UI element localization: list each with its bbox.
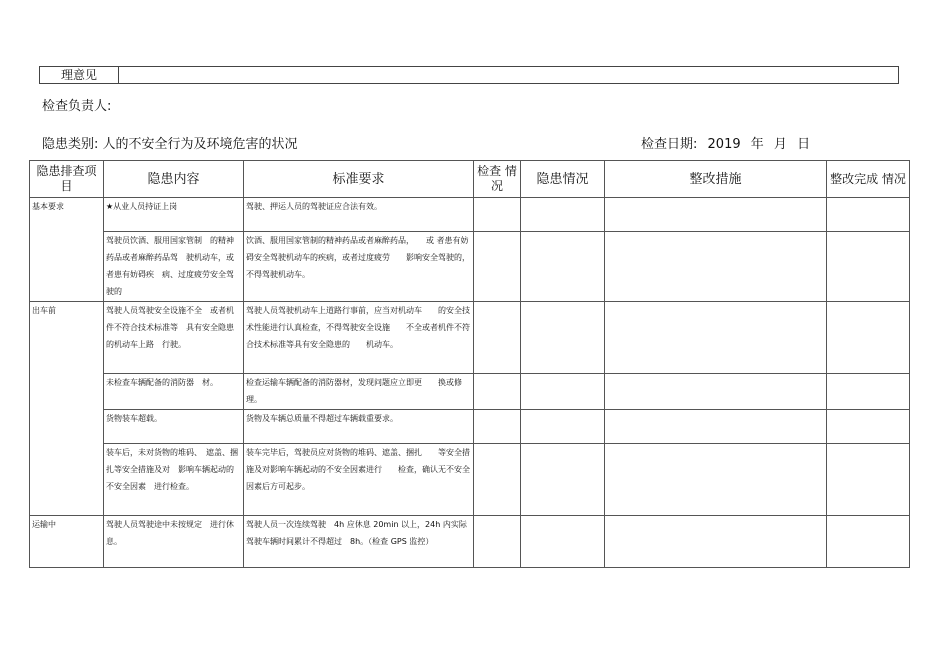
completion-cell[interactable]	[827, 232, 910, 302]
table-row	[30, 232, 910, 302]
check-cell[interactable]	[474, 516, 521, 568]
date-year: 2019	[707, 137, 741, 152]
category-cell: 基本要求	[30, 198, 104, 302]
date-day-unit: 日	[797, 137, 811, 152]
hazard-cell[interactable]	[521, 198, 605, 232]
check-cell[interactable]	[474, 302, 521, 374]
standard-cell: 检查运输车辆配备的消防器材，发现问题应立即更 换或修理。	[244, 374, 474, 410]
completion-cell[interactable]	[827, 198, 910, 232]
completion-cell[interactable]	[827, 302, 910, 374]
content-cell: 未检查车辆配备的消防器 材。	[104, 374, 244, 410]
col-check: 检查 情况	[474, 161, 521, 198]
completion-cell[interactable]	[827, 516, 910, 568]
top-strip-row	[39, 66, 899, 84]
hazard-cell[interactable]	[521, 410, 605, 444]
check-cell[interactable]	[474, 198, 521, 232]
date-month-unit: 月	[773, 137, 787, 152]
standard-cell: 驾驶人员一次连续驾驶 4h 应休息 20min 以上，24h 内实际驾驶车辆时间累计不得超过 8h。（检查 GPS 监控）	[244, 516, 474, 568]
col-content: 隐患内容	[104, 161, 244, 198]
inspection-table	[29, 160, 910, 568]
rectify-cell[interactable]	[605, 444, 827, 516]
inspection-date	[641, 133, 816, 152]
col-item: 隐患排查项目	[30, 161, 104, 198]
rectify-cell[interactable]	[605, 516, 827, 568]
opinion-value[interactable]	[119, 67, 898, 83]
content-cell: 货物装车超载。	[104, 410, 244, 444]
content-cell: 装车后，未对货物的堆码、 遮盖、捆扎等安全措施及对 影响车辆起动的不安全因素 进行检查。	[104, 444, 244, 516]
col-rectify: 整改措施	[605, 161, 827, 198]
hazard-cell[interactable]	[521, 516, 605, 568]
table-row	[30, 444, 910, 516]
date-label: 检查日期:	[641, 137, 698, 152]
table-row	[30, 374, 910, 410]
col-standard: 标准要求	[244, 161, 474, 198]
col-hazard: 隐患情况	[521, 161, 605, 198]
rectify-cell[interactable]	[605, 232, 827, 302]
check-cell[interactable]	[474, 232, 521, 302]
table-row	[30, 302, 910, 374]
category-cell: 运输中	[30, 516, 104, 568]
table-row	[30, 198, 910, 232]
rectify-cell[interactable]	[605, 410, 827, 444]
date-year-unit: 年	[750, 137, 764, 152]
check-cell[interactable]	[474, 410, 521, 444]
content-cell: ★从业人员持证上岗	[104, 198, 244, 232]
standard-cell: 装车完毕后，驾驶员应对货物的堆码、遮盖、捆扎 等安全措施及对影响车辆起动的不安全因素进行 检查，确认无不安全因素后方可起步。	[244, 444, 474, 516]
table-row	[30, 410, 910, 444]
rectify-cell[interactable]	[605, 374, 827, 410]
hazard-cell[interactable]	[521, 302, 605, 374]
completion-cell[interactable]	[827, 410, 910, 444]
hazard-cell[interactable]	[521, 374, 605, 410]
hazard-cell[interactable]	[521, 444, 605, 516]
table-header-row	[30, 161, 910, 198]
standard-cell: 驾驶、押运人员的驾驶证应合法有效。	[244, 198, 474, 232]
content-cell: 驾驶人员驾驶安全设施不全 或者机件不符合技术标准等 具有安全隐患的机动车上路 行驶。	[104, 302, 244, 374]
content-cell: 驾驶人员驾驶途中未按规定 进行休息。	[104, 516, 244, 568]
standard-cell: 驾驶人员驾驶机动车上道路行事前，应当对机动车 的安全技术性能进行认真检查，不得驾驶安全设施 不全或者机件不符合技术标准等具有安全隐患的 机动车。	[244, 302, 474, 374]
content-cell: 驾驶员饮酒、服用国家管制 的精神药品或者麻醉药品驾 驶机动车，或者患有妨碍疾 病、过度疲劳安全驾驶的	[104, 232, 244, 302]
opinion-label: 理意见	[40, 67, 119, 83]
standard-cell: 货物及车辆总质量不得超过车辆载重要求。	[244, 410, 474, 444]
col-completion: 整改完成 情况	[827, 161, 910, 198]
hazard-cell[interactable]	[521, 232, 605, 302]
hazard-category: 隐患类别: 人的不安全行为及环境危害的状况	[42, 137, 298, 152]
check-cell[interactable]	[474, 374, 521, 410]
completion-cell[interactable]	[827, 444, 910, 516]
rectify-cell[interactable]	[605, 302, 827, 374]
inspector-label: 检查负责人:	[42, 99, 112, 114]
category-cell: 出车前	[30, 302, 104, 516]
standard-cell: 饮酒、服用国家管制的精神药品或者麻醉药品， 或 者患有妨碍安全驾驶机动车的疾病，或者过度疲劳 影响安全驾驶的，不得驾驶机动车。	[244, 232, 474, 302]
table-row	[30, 516, 910, 568]
rectify-cell[interactable]	[605, 198, 827, 232]
completion-cell[interactable]	[827, 374, 910, 410]
check-cell[interactable]	[474, 444, 521, 516]
